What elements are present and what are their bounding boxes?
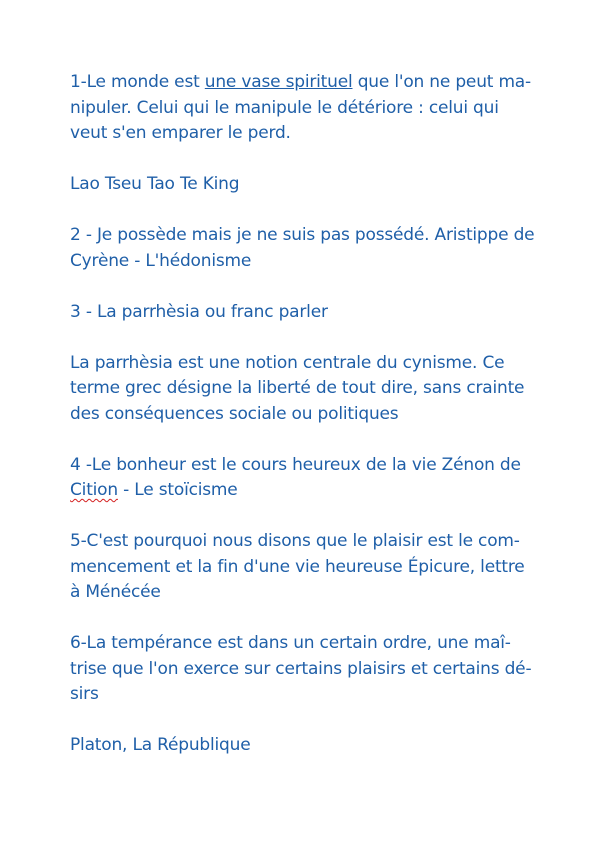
quote-2-line-2: Cyrène - L'hédonisme: [70, 250, 252, 271]
spellcheck-flagged-word[interactable]: Cition: [70, 480, 118, 500]
quote-1-line-1: [70, 70, 550, 96]
quote-5-line-1: 5-C'est pourquoi nous disons que le plaisir est le com-: [70, 531, 520, 551]
quote-6-line-1: 6-La tempérance est dans un certain ordre, une maî-: [70, 633, 511, 653]
quote-6-line-3: sirs: [70, 684, 99, 704]
parrhesia-line-3: des conséquences sociale ou politiques: [70, 403, 399, 424]
heading-3-paragraph: [70, 300, 550, 326]
parrhesia-line-1: La parrhèsia est une notion centrale du cynisme. Ce: [70, 352, 505, 373]
document-body: [70, 70, 550, 784]
quote-1-rest: que l'on ne peut ma-: [352, 72, 531, 92]
quote-2-line-1: 2 - Je possède mais je ne suis pas possédé. Aristippe de: [70, 225, 535, 245]
quote-4-line-2: [70, 478, 550, 504]
quote-1-paragraph: [70, 70, 550, 147]
quote-6-line-2: trise que l'on exerce sur certains plaisirs et certains dé-: [70, 658, 532, 679]
source-1-paragraph: [70, 172, 550, 198]
quote-1-line-2: nipuler. Celui qui le manipule le détériore : celui qui: [70, 97, 499, 118]
quote-5-line-3: à Ménécée: [70, 582, 161, 602]
quote-2-paragraph: [70, 223, 550, 274]
quote-4-paragraph: [70, 453, 550, 504]
quote-6-paragraph: [70, 631, 550, 708]
parrhesia-paragraph: [70, 351, 550, 428]
underlined-phrase: une vase spirituel: [204, 72, 353, 92]
quote-4-line-2-rest: - Le stoïcisme: [117, 480, 238, 500]
source-6-paragraph: [70, 733, 550, 759]
quote-4-line-1: 4 -Le bonheur est le cours heureux de la vie Zénon de: [70, 454, 521, 475]
quote-5-paragraph: [70, 529, 550, 606]
quote-1-number: 1-: [70, 72, 87, 92]
parrhesia-line-2: terme grec désigne la liberté de tout dire, sans crainte: [70, 378, 525, 398]
quote-5-line-2: mencement et la fin d'une vie heureuse Épicure, lettre: [70, 556, 525, 577]
heading-3-text: 3 - La parrhèsia ou franc parler: [70, 301, 328, 322]
quote-1-line-3: veut s'en emparer le perd.: [70, 123, 291, 143]
source-1-text: Lao Tseu Tao Te King: [70, 174, 240, 194]
quote-1-prefix: Le monde est: [86, 72, 205, 92]
source-6-text: Platon, La République: [70, 735, 251, 755]
